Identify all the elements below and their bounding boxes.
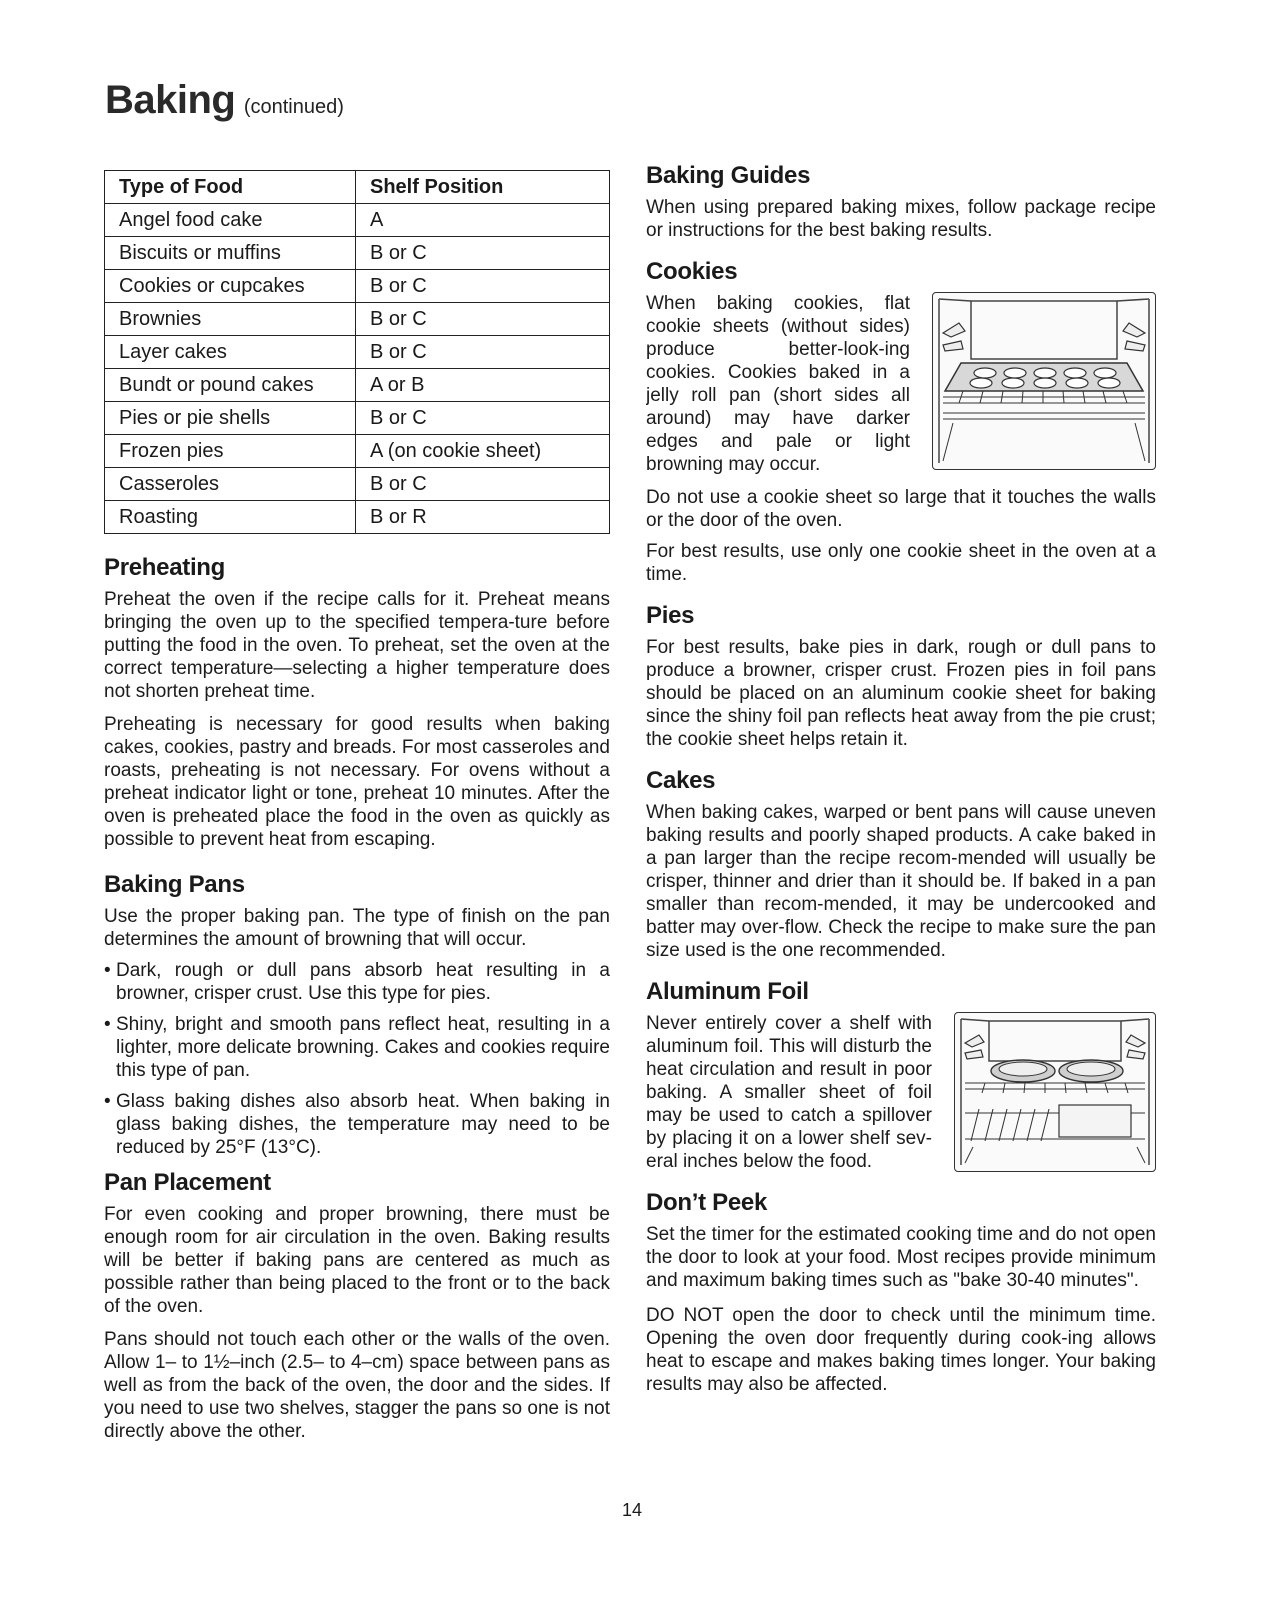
baking-guides-section xyxy=(646,162,1156,242)
table-header-type: Type of Food xyxy=(105,171,356,204)
bullet-icon: • xyxy=(104,1091,111,1112)
table-header-row xyxy=(105,171,610,204)
shelf-cell: B or C xyxy=(356,468,610,501)
shelf-cell: A or B xyxy=(356,369,610,402)
oven-foil-shelf-icon xyxy=(955,1013,1155,1171)
food-cell: Angel food cake xyxy=(105,204,356,237)
shelf-cell: B or C xyxy=(356,402,610,435)
table-row xyxy=(105,435,610,468)
shelf-cell: B or C xyxy=(356,336,610,369)
preheating-paragraph: Preheat the oven if the recipe calls for it. Preheat means bringing the oven up to the specified tempera-ture before putting the food in the oven. To preheat, set the oven at the correct temperature—selecting a higher temperature does not shorten preheat time. xyxy=(104,589,610,702)
shelf-cell: B or C xyxy=(356,270,610,303)
table-row xyxy=(105,270,610,303)
table-row xyxy=(105,369,610,402)
food-cell: Bundt or pound cakes xyxy=(105,369,356,402)
bullet-icon: • xyxy=(104,1014,111,1035)
shelf-cell: A (on cookie sheet) xyxy=(356,435,610,468)
food-cell: Biscuits or muffins xyxy=(105,237,356,270)
food-cell: Brownies xyxy=(105,303,356,336)
dont-peek-heading: Don’t Peek xyxy=(646,1189,768,1216)
table-row xyxy=(105,303,610,336)
food-cell: Cookies or cupcakes xyxy=(105,270,356,303)
page-title xyxy=(105,78,344,123)
pan-placement-paragraph: Pans should not touch each other or the walls of the oven. Allow 1– to 1½–inch (2.5– to 4–cm) space between pans as well as from the back of the oven, the door and the sides. If you need to use two shelves, stagger the pans so one is not directly above the other. xyxy=(104,1329,610,1442)
shelf-position-table xyxy=(104,170,610,534)
list-item xyxy=(104,1013,610,1082)
pan-placement-section xyxy=(104,1169,610,1443)
cakes-heading: Cakes xyxy=(646,767,716,794)
table-row xyxy=(105,204,610,237)
list-item-text: Dark, rough or dull pans absorb heat resulting in a browner, crisper crust. Use this type for pies. xyxy=(116,960,610,1004)
baking-pans-intro: Use the proper baking pan. The type of finish on the pan determines the amount of browning that will occur. xyxy=(104,906,610,950)
cookies-paragraph: Do not use a cookie sheet so large that it touches the walls or the door of the oven. xyxy=(646,487,1156,531)
shelf-cell: A xyxy=(356,204,610,237)
shelf-cell: B or C xyxy=(356,237,610,270)
oven-cookie-sheet-illustration xyxy=(932,292,1156,470)
oven-cookie-sheet-icon xyxy=(933,293,1155,469)
table-row xyxy=(105,402,610,435)
dont-peek-paragraph: DO NOT open the door to check until the minimum time. Opening the oven door frequently during cook-ing allows heat to escape and makes baking times longer. Your baking results may also be affected. xyxy=(646,1305,1156,1395)
table-row xyxy=(105,237,610,270)
cookies-heading: Cookies xyxy=(646,258,738,285)
bullet-icon: • xyxy=(104,960,111,981)
page-title-main: Baking xyxy=(105,78,236,122)
left-column xyxy=(104,170,610,1443)
page-number: 14 xyxy=(621,1500,643,1520)
baking-pans-heading: Baking Pans xyxy=(104,871,245,898)
table-header-shelf: Shelf Position xyxy=(356,171,610,204)
pan-placement-paragraph: For even cooking and proper browning, there must be enough room for air circulation in the oven. Baking results will be better if baking pans are centered as much as possible rather than being placed to the front or to the back of the oven. xyxy=(104,1204,610,1317)
right-column xyxy=(646,162,1156,1396)
cookies-float-paragraph: When baking cookies, flat cookie sheets (without sides) produce better-look-ing cookies. Cookies baked in a jelly roll pan (short sides all around) may have darker edges and pale or light browning may occur. xyxy=(646,293,910,475)
baking-guides-paragraph: When using prepared baking mixes, follow package recipe or instructions for the best baking results. xyxy=(646,197,1156,241)
cookies-section xyxy=(646,258,1156,586)
table-row xyxy=(105,336,610,369)
dont-peek-paragraph: Set the timer for the estimated cooking time and do not open the door to look at your food. Most recipes provide minimum and maximum baking times such as "bake 30-40 minutes". xyxy=(646,1224,1156,1291)
cakes-paragraph: When baking cakes, warped or bent pans will cause uneven baking results and poorly shaped products. A cake baked in a pan larger than the recipe recom-mended will usually be crisper, thinner and drier than it should be. If baked in a pan smaller than recom-mended, it may be undercooked and batter may over-flow. Check the recipe to make sure the pan size used is the one recommended. xyxy=(646,802,1156,961)
food-cell: Layer cakes xyxy=(105,336,356,369)
aluminum-foil-heading: Aluminum Foil xyxy=(646,978,809,1005)
baking-pans-list xyxy=(104,959,610,1159)
aluminum-foil-float-wrap xyxy=(646,1012,1156,1173)
preheating-paragraph: Preheating is necessary for good results when baking cakes, cookies, pastry and breads. For most casseroles and roasts, preheating is not necessary. For ovens without a preheat indicator light or tone, preheat 10 minutes. After the oven is preheated place the food in the oven as quickly as possible to prevent heat from escaping. xyxy=(104,714,610,850)
shelf-cell: B or R xyxy=(356,501,610,534)
list-item xyxy=(104,959,610,1005)
food-cell: Casseroles xyxy=(105,468,356,501)
cookies-float-wrap xyxy=(646,292,1156,476)
food-cell: Pies or pie shells xyxy=(105,402,356,435)
baking-guides-heading: Baking Guides xyxy=(646,162,811,189)
pies-heading: Pies xyxy=(646,602,695,629)
cookies-paragraph: For best results, use only one cookie sheet in the oven at a time. xyxy=(646,541,1156,585)
oven-foil-illustration xyxy=(954,1012,1156,1172)
baking-pans-section xyxy=(104,871,610,1159)
preheating-section xyxy=(104,554,610,851)
list-item xyxy=(104,1090,610,1159)
aluminum-foil-section xyxy=(646,978,1156,1173)
table-row xyxy=(105,501,610,534)
page-title-subtitle: (continued) xyxy=(243,96,344,118)
preheating-heading: Preheating xyxy=(104,554,226,581)
pies-paragraph: For best results, bake pies in dark, rough or dull pans to produce a browner, crisper crust. Frozen pies in foil pans should be placed on an aluminum cookie sheet for baking since the shiny foil pan reflects heat away from the pie crust; the cookie sheet helps retain it. xyxy=(646,637,1156,750)
list-item-text: Shiny, bright and smooth pans reflect heat, resulting in a lighter, more delicate browning. Cakes and cookies require this type of pan. xyxy=(116,1014,610,1081)
shelf-cell: B or C xyxy=(356,303,610,336)
aluminum-foil-paragraph: Never entirely cover a shelf with aluminum foil. This will disturb the heat circulation and result in poor baking. A smaller sheet of foil may be used to catch a spillover by placing it on a lower shelf sev-eral inches below the food. xyxy=(646,1013,932,1172)
dont-peek-section xyxy=(646,1189,1156,1396)
pies-section xyxy=(646,602,1156,751)
cakes-section xyxy=(646,767,1156,962)
food-cell: Frozen pies xyxy=(105,435,356,468)
food-cell: Roasting xyxy=(105,501,356,534)
list-item-text: Glass baking dishes also absorb heat. When baking in glass baking dishes, the temperature may need to be reduced by 25°F (13°C). xyxy=(116,1091,610,1158)
table-row xyxy=(105,468,610,501)
pan-placement-heading: Pan Placement xyxy=(104,1169,271,1196)
